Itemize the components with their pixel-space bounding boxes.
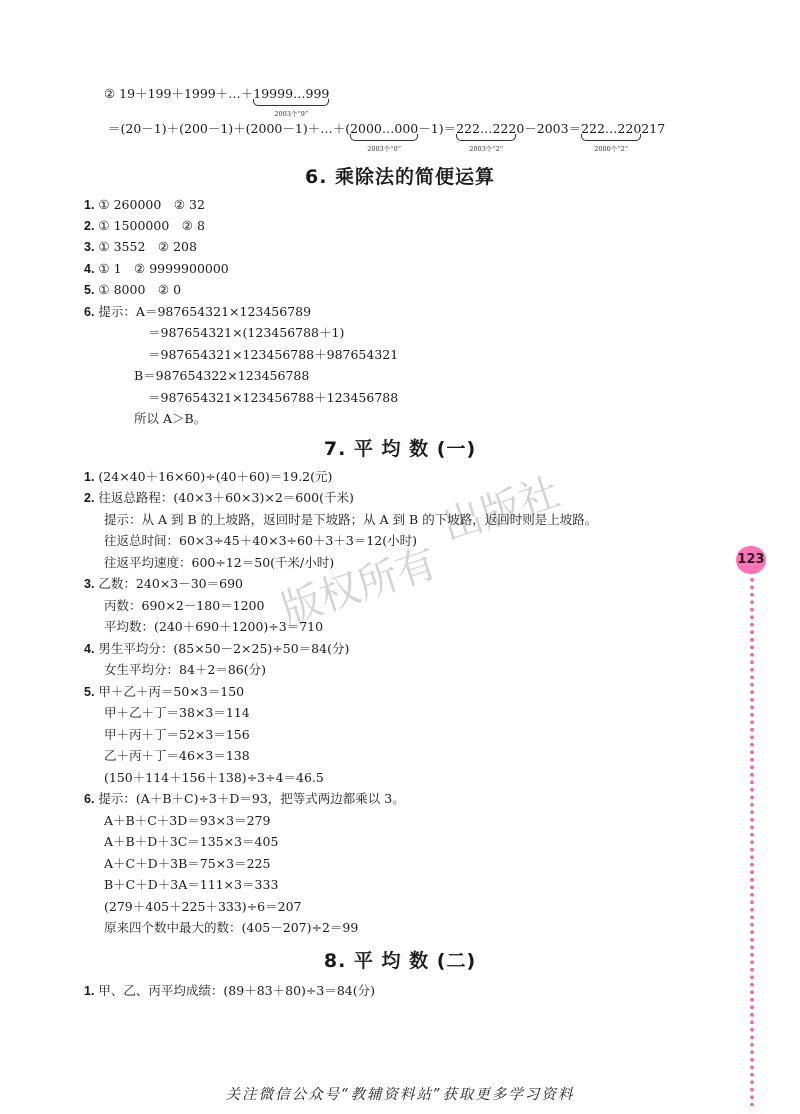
s6-cont-2: ＝987654321×123456788＋987654321 [148, 347, 399, 362]
s7-line-7: 丙数：690×2－180＝1200 [104, 598, 265, 613]
s7-line-13: 甲＋丙＋丁＝52×3＝156 [104, 727, 250, 742]
item-number: 3. [84, 577, 95, 591]
s7-line-5: 往返平均速度：600÷12＝50(千米/小时) [104, 555, 335, 570]
s7-line-14: 乙＋丙＋丁＝46×3＝138 [104, 748, 250, 763]
margin-dotted-line [749, 576, 755, 1106]
s8-item-1 [84, 982, 375, 1000]
brace-note: 2003个“9” [274, 110, 309, 118]
s6-item-6 [84, 303, 311, 321]
brace-note: 2003个“0” [367, 145, 402, 153]
intro-text: ② 19＋199＋1999＋…＋ [104, 86, 254, 101]
s7-line-4: 往返总时间：60×3÷45＋40×3÷60＋3＋3＝12(小时) [104, 533, 417, 548]
s7-line-21: (279＋405＋225＋333)÷6＝207 [104, 899, 302, 914]
page-number-badge: 123 [736, 546, 766, 574]
item-number: 5. [84, 685, 95, 699]
item-text: 往返总路程：(40×3＋60×3)×2＝600(千米) [98, 490, 354, 505]
item-number: 5. [84, 283, 95, 297]
s7-line-15: (150＋114＋156＋138)÷3÷4＝46.5 [104, 770, 324, 785]
s7-line-3: 提示：从 A 到 B 的上坡路，返回时是下坡路；从 A 到 B 的下坡路，返回时则是上坡路。 [104, 512, 598, 527]
s7-line-10: 女生平均分：84＋2＝86(分) [104, 662, 267, 677]
s6-item-5 [84, 281, 181, 299]
intro-line1 [104, 85, 330, 118]
s7-line-22: 原来四个数中最大的数：(405－207)÷2＝99 [104, 920, 359, 935]
watermark-line1: 出版社 [436, 469, 566, 551]
item-text: 甲＋乙＋丙＝50×3＝150 [98, 684, 245, 699]
item-text: ① 1 ② 9999900000 [98, 261, 229, 276]
item-text: ① 1500000 ② 8 [98, 218, 205, 233]
item-number: 1. [84, 470, 95, 484]
s7-item-2 [84, 489, 354, 507]
s7-line-8: 平均数：(240＋690＋1200)÷3＝710 [104, 619, 324, 634]
watermark-line2: 版权所有 [275, 540, 443, 634]
s7-line-12: 甲＋乙＋丁＝38×3＝114 [104, 705, 250, 720]
s6-cont-5: 所以 A＞B。 [134, 411, 207, 426]
braced-number: 2000…000 2003个“0” [350, 120, 418, 138]
section6-title: 6. 乘除法的简便运算 [304, 166, 496, 188]
item-number: 4. [84, 642, 95, 656]
section7-title: 7. 平 均 数 (一) [323, 438, 477, 460]
section8-title: 8. 平 均 数 (二) [323, 950, 477, 972]
braced-number: 222…222 2003个“2” [456, 120, 516, 138]
item-number: 4. [84, 262, 95, 276]
brace-note: 2000个“2” [594, 145, 629, 153]
item-number: 2. [84, 219, 95, 233]
braced-number: 222…220 2000个“2” [581, 120, 641, 138]
s7-item-5 [84, 683, 244, 701]
s7-line-17: A＋B＋C＋3D＝93×3＝279 [104, 813, 271, 828]
brace-note: 2003个“2” [469, 145, 504, 153]
s7-item-3 [84, 575, 243, 593]
item-number: 6. [84, 792, 95, 806]
braced-number: 19999…999 2003个“9” [253, 85, 329, 103]
s7-line-20: B＋C＋D＋3A＝111×3＝333 [104, 877, 279, 892]
item-number: 2. [84, 491, 95, 505]
s6-item-4 [84, 260, 229, 278]
item-text: 乙数：240×3－30＝690 [98, 576, 243, 591]
item-text: ① 3552 ② 208 [98, 239, 197, 254]
s6-item-3 [84, 238, 197, 256]
s7-item-4 [84, 640, 349, 658]
s6-item-1 [84, 196, 205, 214]
item-number: 6. [84, 305, 95, 319]
s6-item-2 [84, 217, 205, 235]
item-number: 3. [84, 240, 95, 254]
footer-note: 关注微信公众号“教辅资料站”获取更多学习资料 [225, 1087, 575, 1103]
item-number: 1. [84, 984, 95, 998]
s6-cont-1: ＝987654321×(123456788＋1) [148, 325, 345, 340]
intro-text: 0－2003＝ [516, 121, 582, 136]
intro-line2 [108, 120, 666, 153]
s7-line-18: A＋B＋D＋3C＝135×3＝405 [104, 834, 279, 849]
item-text: ① 8000 ② 0 [98, 282, 182, 297]
item-number: 1. [84, 198, 95, 212]
item-text: 甲、乙、丙平均成绩：(89＋83＋80)÷3＝84(分) [98, 983, 375, 998]
intro-text: ＝(20－1)＋(200－1)＋(2000－1)＋…＋( [108, 121, 351, 136]
s7-item-6 [84, 790, 405, 808]
item-text: 提示：A＝987654321×123456789 [98, 304, 312, 319]
item-text: 男生平均分：(85×50－2×25)÷50＝84(分) [98, 641, 350, 656]
intro-text: 217 [641, 121, 666, 136]
intro-text: －1)＝ [418, 121, 457, 136]
item-text: ① 260000 ② 32 [98, 197, 205, 212]
s7-item-1 [84, 468, 332, 486]
item-text: 提示：(A＋B＋C)÷3＋D＝93，把等式两边都乘以 3。 [98, 791, 405, 806]
s7-line-19: A＋C＋D＋3B＝75×3＝225 [104, 856, 271, 871]
item-text: (24×40＋16×60)÷(40＋60)＝19.2(元) [98, 469, 333, 484]
s6-cont-4: ＝987654321×123456788＋123456788 [148, 390, 399, 405]
s6-cont-3: B＝987654322×123456788 [134, 368, 310, 383]
